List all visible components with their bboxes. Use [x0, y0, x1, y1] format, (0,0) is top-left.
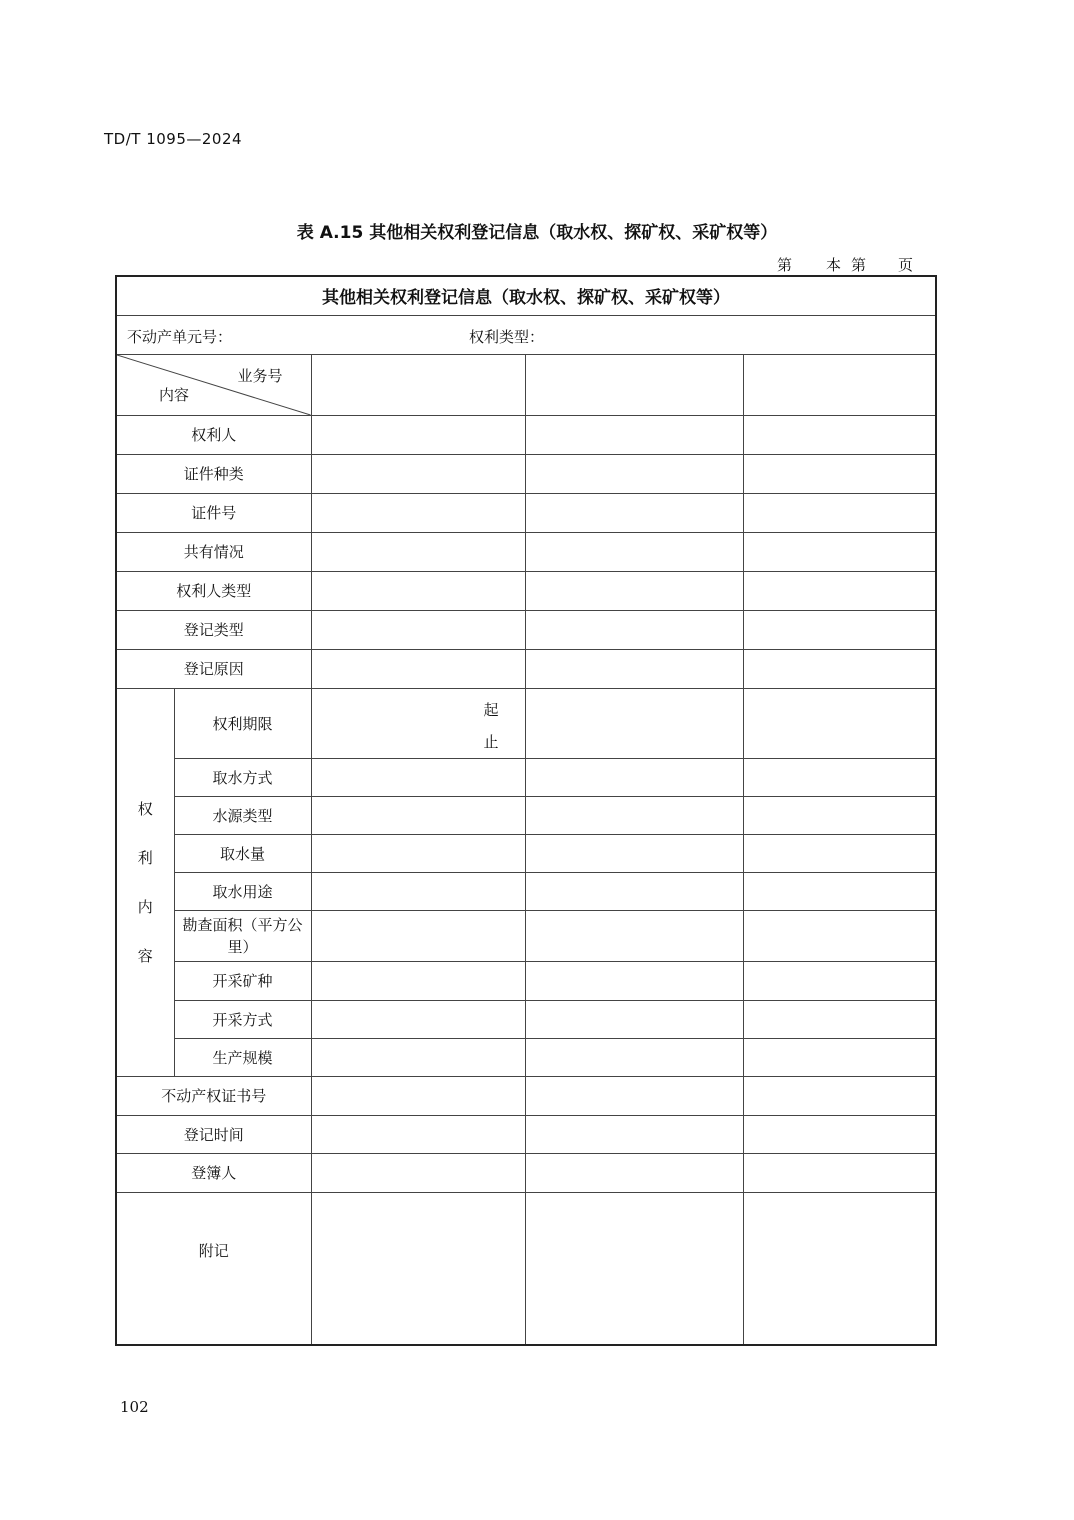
remarks-cell[interactable]	[525, 1192, 743, 1345]
row-label: 登簿人	[116, 1153, 311, 1192]
business-cell[interactable]	[743, 354, 936, 415]
page-info-di: 第	[777, 256, 793, 274]
table-title: 其他相关权利登记信息（取水权、探矿权、采矿权等）	[116, 276, 936, 315]
value-cell[interactable]	[311, 1153, 525, 1192]
value-cell[interactable]	[311, 872, 525, 910]
group-char: 权	[137, 800, 153, 818]
value-cell[interactable]	[743, 872, 936, 910]
value-cell[interactable]	[311, 532, 525, 571]
business-cell[interactable]	[525, 354, 743, 415]
standard-id: TD/T 1095—2024	[104, 130, 243, 148]
row-label: 取水量	[174, 834, 311, 872]
content-label: 内容	[159, 385, 190, 404]
value-cell[interactable]	[743, 493, 936, 532]
value-cell[interactable]	[743, 454, 936, 493]
value-cell[interactable]	[311, 610, 525, 649]
value-cell[interactable]	[743, 1076, 936, 1115]
value-cell[interactable]	[311, 796, 525, 834]
value-cell[interactable]	[743, 1038, 936, 1076]
row-label: 权利人	[116, 415, 311, 454]
value-cell[interactable]	[311, 649, 525, 688]
value-cell[interactable]	[311, 1076, 525, 1115]
value-cell[interactable]	[743, 834, 936, 872]
value-cell[interactable]	[743, 961, 936, 1000]
row-label: 开采矿种	[174, 961, 311, 1000]
period-start-label: 起	[483, 700, 499, 719]
value-cell[interactable]	[525, 493, 743, 532]
value-cell[interactable]	[525, 571, 743, 610]
value-cell[interactable]	[743, 532, 936, 571]
page-number: 102	[120, 1398, 149, 1416]
row-label: 权利人类型	[116, 571, 311, 610]
value-cell[interactable]	[743, 1115, 936, 1153]
value-cell[interactable]	[743, 1000, 936, 1038]
row-label: 开采方式	[174, 1000, 311, 1038]
diagonal-header-cell	[116, 354, 311, 415]
row-label: 登记时间	[116, 1115, 311, 1153]
value-cell[interactable]	[525, 758, 743, 796]
value-cell[interactable]	[743, 758, 936, 796]
value-cell[interactable]	[525, 961, 743, 1000]
value-cell[interactable]	[525, 1115, 743, 1153]
value-cell[interactable]	[311, 415, 525, 454]
value-cell[interactable]	[525, 834, 743, 872]
row-label: 不动产权证书号	[116, 1076, 311, 1115]
period-end-label: 止	[483, 732, 499, 751]
row-label: 证件号	[116, 493, 311, 532]
value-cell[interactable]	[743, 1153, 936, 1192]
value-cell[interactable]	[743, 910, 936, 961]
value-cell[interactable]	[743, 571, 936, 610]
value-cell[interactable]	[311, 961, 525, 1000]
value-cell[interactable]	[311, 571, 525, 610]
right-type-label: 权利类型：	[469, 327, 545, 346]
value-cell[interactable]	[311, 758, 525, 796]
unit-row	[116, 315, 936, 354]
page-info-ye: 页	[898, 256, 914, 274]
period-cell[interactable]	[311, 688, 525, 758]
value-cell[interactable]	[311, 493, 525, 532]
row-label: 证件种类	[116, 454, 311, 493]
table-caption: 表 A.15 其他相关权利登记信息（取水权、探矿权、采矿权等）	[296, 223, 778, 243]
value-cell[interactable]	[743, 649, 936, 688]
row-label: 生产规模	[174, 1038, 311, 1076]
value-cell[interactable]	[311, 1115, 525, 1153]
value-cell[interactable]	[525, 796, 743, 834]
value-cell[interactable]	[311, 454, 525, 493]
value-cell[interactable]	[525, 1000, 743, 1038]
value-cell[interactable]	[525, 1076, 743, 1115]
value-cell[interactable]	[525, 872, 743, 910]
unit-number-label: 不动产单元号：	[127, 327, 233, 346]
value-cell[interactable]	[743, 688, 936, 758]
row-label: 共有情况	[116, 532, 311, 571]
group-char: 容	[137, 947, 153, 965]
value-cell[interactable]	[311, 910, 525, 961]
group-char: 利	[137, 849, 153, 867]
business-cell[interactable]	[311, 354, 525, 415]
value-cell[interactable]	[743, 415, 936, 454]
registration-table	[115, 275, 937, 1346]
page-info-ben: 本	[826, 256, 842, 274]
value-cell[interactable]	[311, 1038, 525, 1076]
row-label: 勘查面积（平方公里）	[174, 910, 311, 961]
value-cell[interactable]	[525, 1038, 743, 1076]
value-cell[interactable]	[525, 688, 743, 758]
remarks-label: 附记	[116, 1192, 311, 1345]
row-label: 登记原因	[116, 649, 311, 688]
value-cell[interactable]	[525, 1153, 743, 1192]
row-label: 登记类型	[116, 610, 311, 649]
remarks-cell[interactable]	[743, 1192, 936, 1345]
value-cell[interactable]	[525, 532, 743, 571]
value-cell[interactable]	[743, 610, 936, 649]
rights-content-group-label	[116, 688, 174, 1076]
row-label: 取水用途	[174, 872, 311, 910]
value-cell[interactable]	[525, 415, 743, 454]
value-cell[interactable]	[525, 649, 743, 688]
business-number-label: 业务号	[237, 366, 283, 385]
group-char: 内	[137, 898, 153, 916]
value-cell[interactable]	[525, 454, 743, 493]
row-label: 权利期限	[174, 688, 311, 758]
remarks-cell[interactable]	[311, 1192, 525, 1345]
row-label: 水源类型	[174, 796, 311, 834]
value-cell[interactable]	[743, 796, 936, 834]
value-cell[interactable]	[525, 610, 743, 649]
value-cell[interactable]	[311, 834, 525, 872]
value-cell[interactable]	[525, 910, 743, 961]
value-cell[interactable]	[311, 1000, 525, 1038]
row-label: 取水方式	[174, 758, 311, 796]
page-info-di-2: 第	[851, 256, 867, 274]
